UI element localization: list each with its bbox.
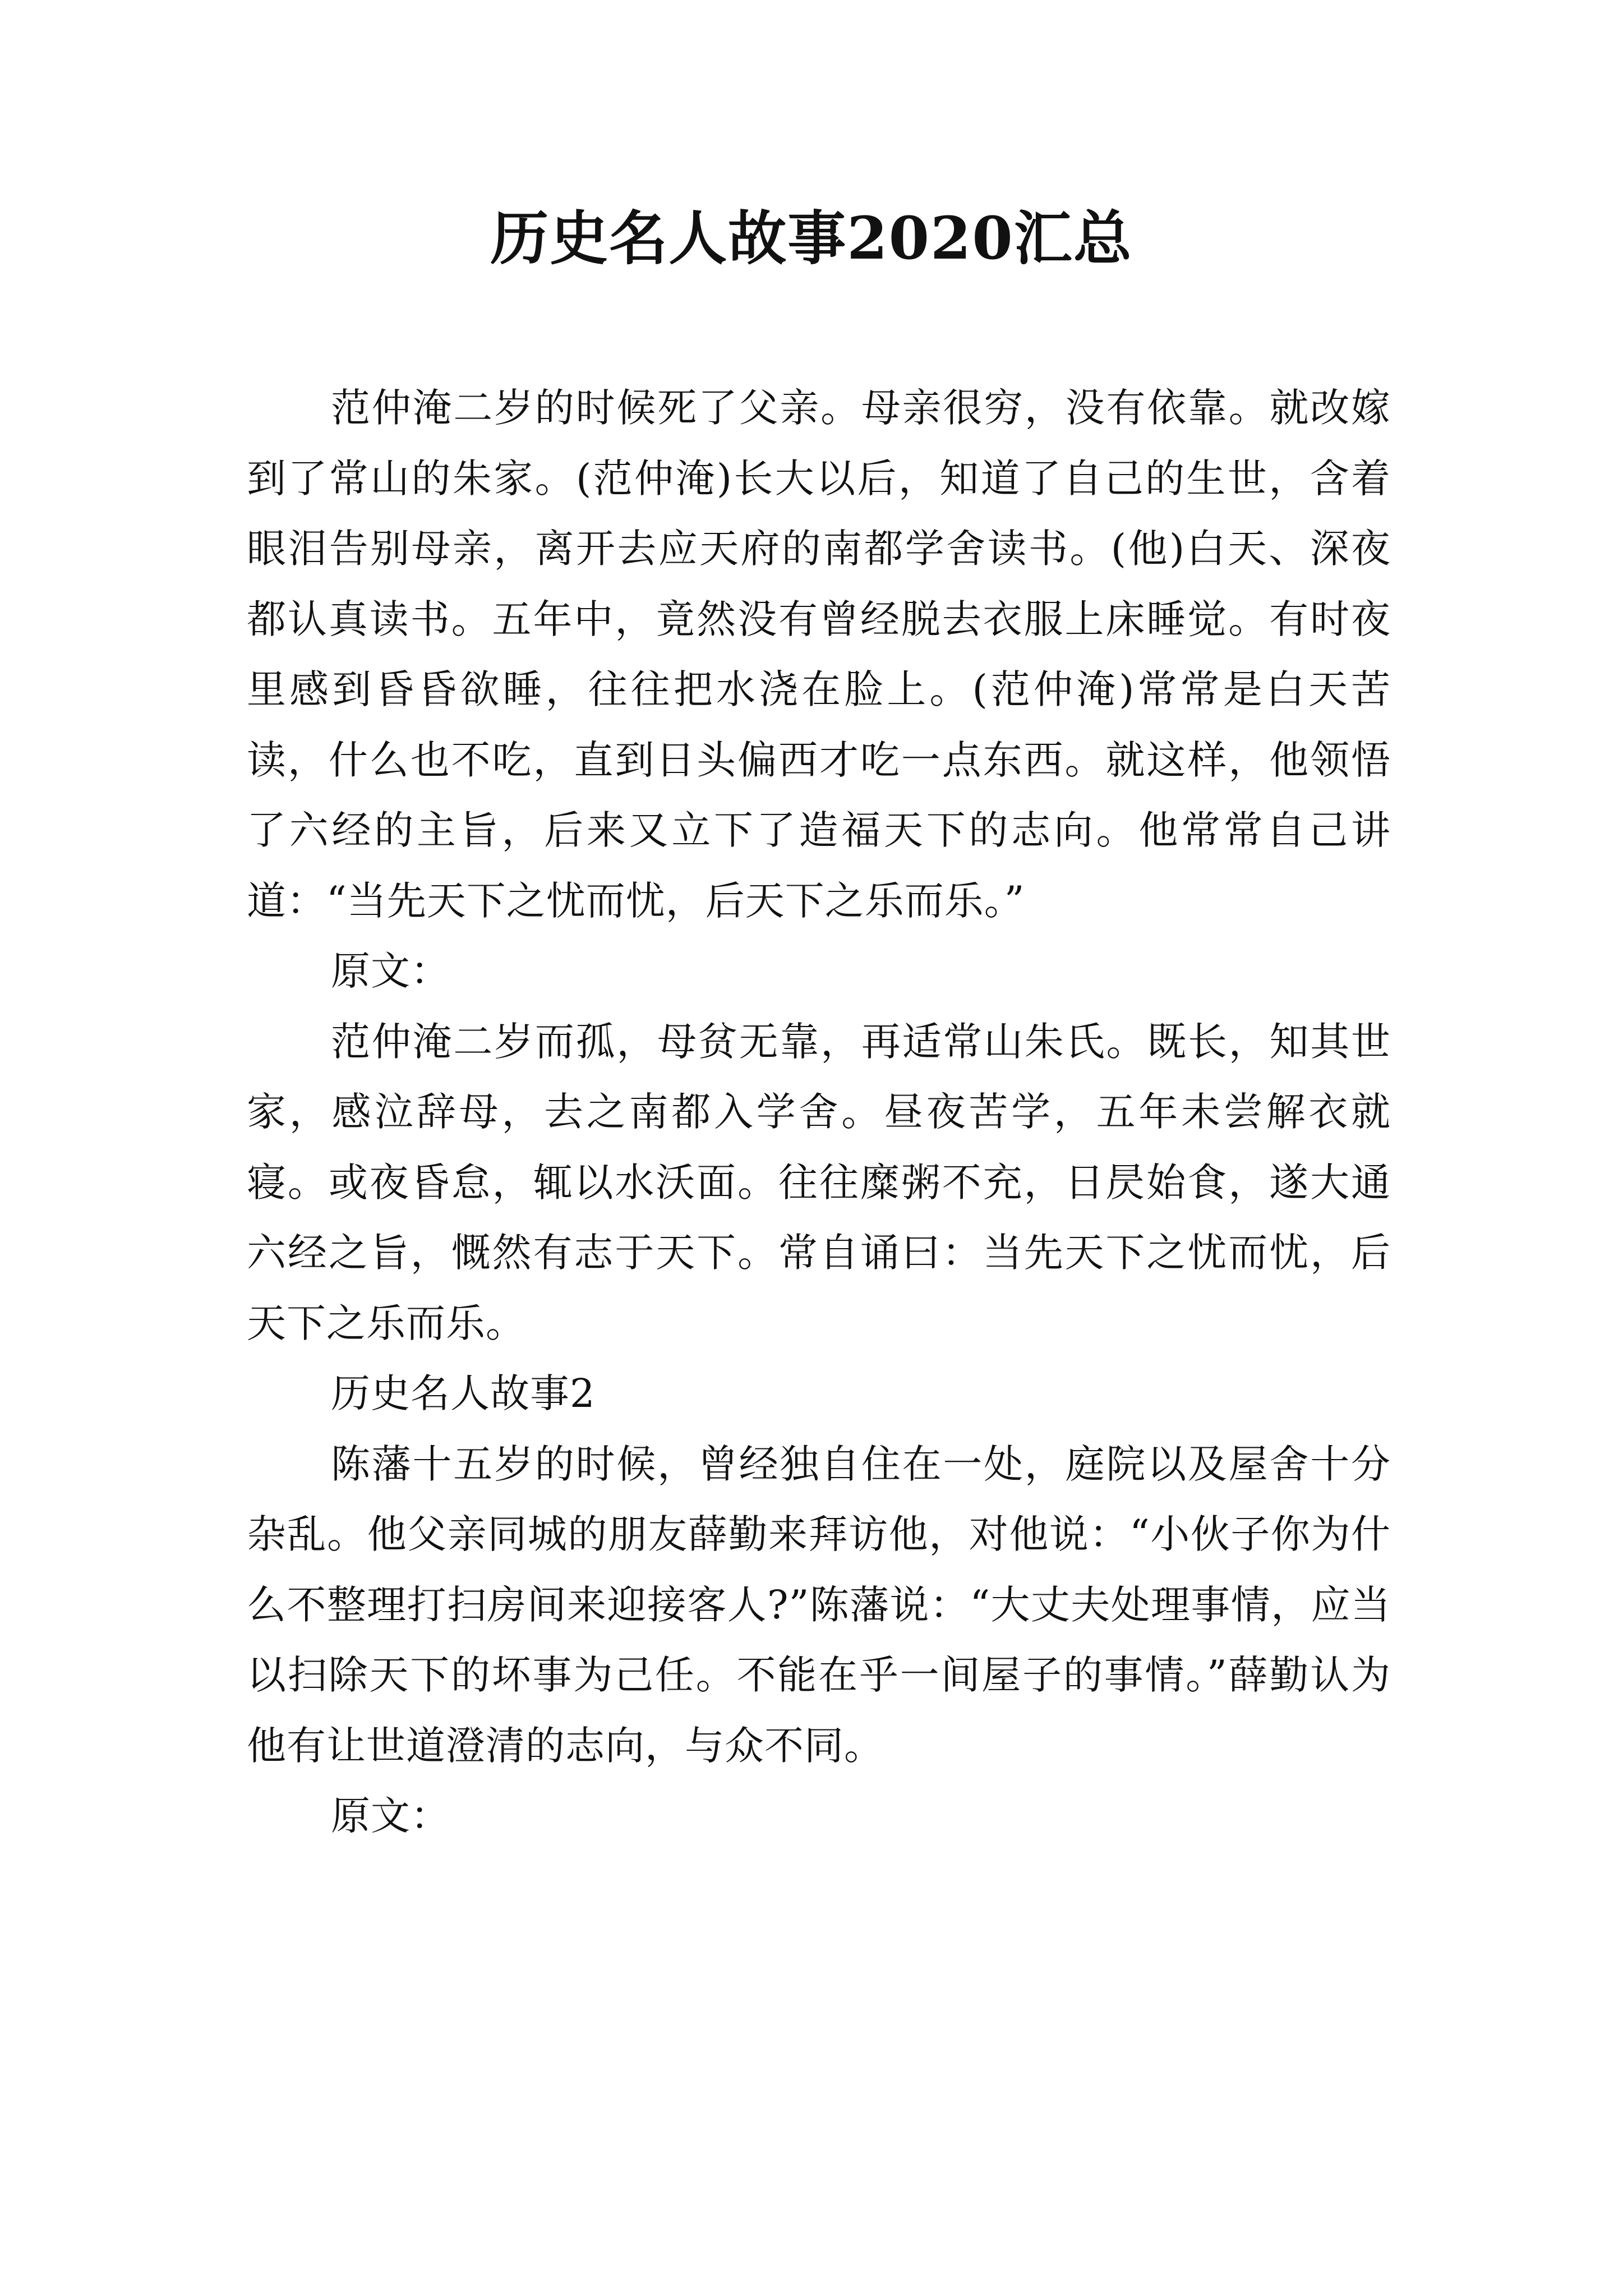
- paragraph-chen-fan-translation: 陈藩十五岁的时候，曾经独自住在一处，庭院以及屋舍十分杂乱。他父亲同城的朋友薛勤来拜访他，对他说：“小伙子你为什么不整理打扫房间来迎接客人?”陈藩说：“大丈夫处理事情，应当以扫除天下的坏事为己任。不能在乎一间屋子的事情。”薛勤认为他有让世道澄清的志向，与众不同。: [247, 1441, 1391, 1769]
- paragraph-original-label-1: 原文：: [331, 948, 450, 994]
- paragraph-original-label-2: 原文：: [331, 1793, 450, 1839]
- paragraph-fan-zhongyan-original: 范仲淹二岁而孤，母贫无靠，再适常山朱氏。既长，知其世家，感泣辞母，去之南都入学舍。昼夜苦学，五年未尝解衣就寝。或夜昏怠，辄以水沃面。往往糜粥不充，日昃始食，遂大通六经之旨，慨然有志于天下。常自诵曰：当先天下之忧而忧，后天下之乐而乐。: [247, 1018, 1391, 1346]
- document-title: 历史名人故事2020汇总: [490, 204, 1133, 273]
- section-heading-story-2: 历史名人故事2: [331, 1370, 596, 1416]
- paragraph-fan-zhongyan-translation: 范仲淹二岁的时候死了父亲。母亲很穷，没有依靠。就改嫁到了常山的朱家。(范仲淹)长大以后，知道了自己的生世，含着眼泪告别母亲，离开去应天府的南都学舍读书。(他)白天、深夜都认真读书。五年中，竟然没有曾经脱去衣服上床睡觉。有时夜里感到昏昏欲睡，往往把水浇在脸上。(范仲淹)常常是白天苦读，什么也不吃，直到日头偏西才吃一点东西。就这样，他领悟了六经的主旨，后来又立下了造福天下的志向。他常常自己讲道：“当先天下之忧而忧，后天下之乐而乐。”: [247, 385, 1391, 924]
- document-body: [247, 373, 1391, 1852]
